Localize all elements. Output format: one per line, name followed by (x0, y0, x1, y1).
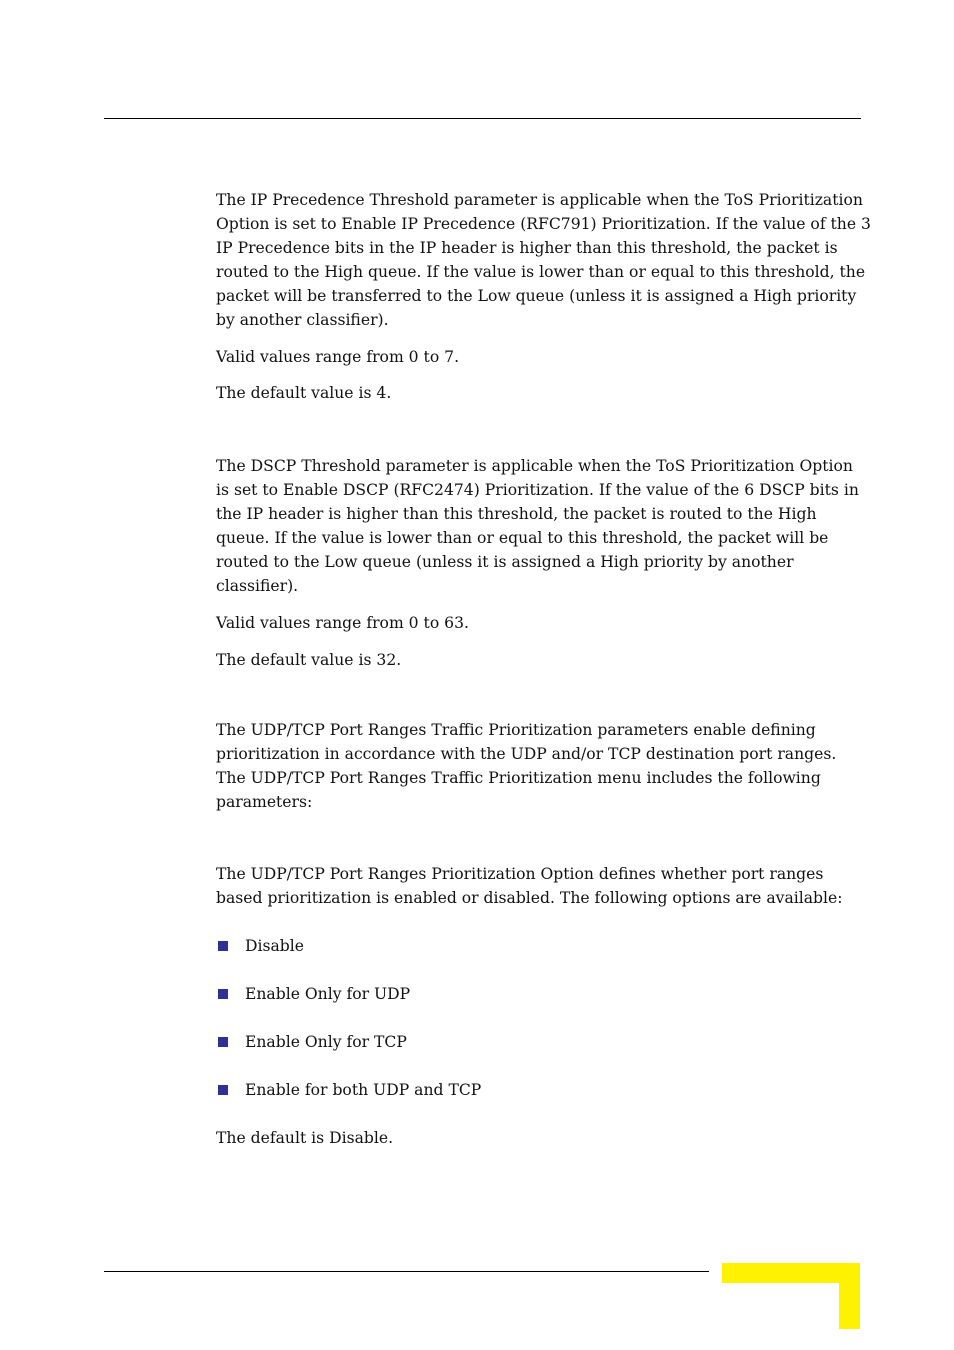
ip-precedence-default: The default value is 4. (216, 384, 392, 402)
text-line: by another classifier). (216, 311, 389, 329)
footer-rule (104, 1271, 709, 1272)
text-line: classifier). (216, 577, 299, 595)
port-option-description (216, 862, 861, 910)
option-label: Disable (245, 937, 304, 955)
option-label: Enable Only for TCP (245, 1033, 407, 1051)
text-line: the IP header is higher than this threshold, the packet is routed to the High (216, 505, 817, 523)
port-option-default: The default is Disable. (216, 1129, 394, 1147)
option-label: Enable for both UDP and TCP (245, 1081, 482, 1099)
option-label: Enable Only for UDP (245, 985, 411, 1003)
text-line: Option is set to Enable IP Precedence (RFC791) Prioritization. If the value of the 3 (216, 215, 871, 233)
ip-precedence-range: Valid values range from 0 to 7. (216, 348, 460, 366)
text-line: The UDP/TCP Port Ranges Traffic Prioritization parameters enable defining (216, 721, 816, 739)
dscp-default: The default value is 32. (216, 651, 402, 669)
text-line: is set to Enable DSCP (RFC2474) Prioritization. If the value of the 6 DSCP bits in (216, 481, 859, 499)
port-ranges-description (216, 718, 861, 814)
dscp-description (216, 454, 861, 598)
text-line: The DSCP Threshold parameter is applicable when the ToS Prioritization Option (216, 457, 853, 475)
dscp-range: Valid values range from 0 to 63. (216, 614, 469, 632)
text-line: prioritization in accordance with the UDP and/or TCP destination port ranges. (216, 745, 837, 763)
square-bullet-icon (218, 941, 228, 951)
text-line: parameters: (216, 793, 313, 811)
text-line: queue. If the value is lower than or equal to this threshold, the packet will be (216, 529, 829, 547)
text-line: routed to the High queue. If the value is lower than or equal to this threshold, the (216, 263, 866, 281)
square-bullet-icon (218, 989, 228, 999)
text-line: IP Precedence bits in the IP header is higher than this threshold, the packet is (216, 239, 838, 257)
text-line: The IP Precedence Threshold parameter is applicable when the ToS Prioritization (216, 191, 863, 209)
square-bullet-icon (218, 1085, 228, 1095)
text-line: The UDP/TCP Port Ranges Traffic Prioritization menu includes the following (216, 769, 821, 787)
ip-precedence-description (216, 188, 871, 332)
header-rule (104, 118, 861, 119)
text-line: based prioritization is enabled or disabled. The following options are available: (216, 889, 843, 907)
square-bullet-icon (218, 1037, 228, 1047)
text-line: The UDP/TCP Port Ranges Prioritization Option defines whether port ranges (216, 865, 824, 883)
page-tab-marker (722, 1263, 860, 1329)
tab-stem (839, 1263, 860, 1329)
text-line: routed to the Low queue (unless it is assigned a High priority by another (216, 553, 794, 571)
text-line: packet will be transferred to the Low queue (unless it is assigned a High priority (216, 287, 857, 305)
